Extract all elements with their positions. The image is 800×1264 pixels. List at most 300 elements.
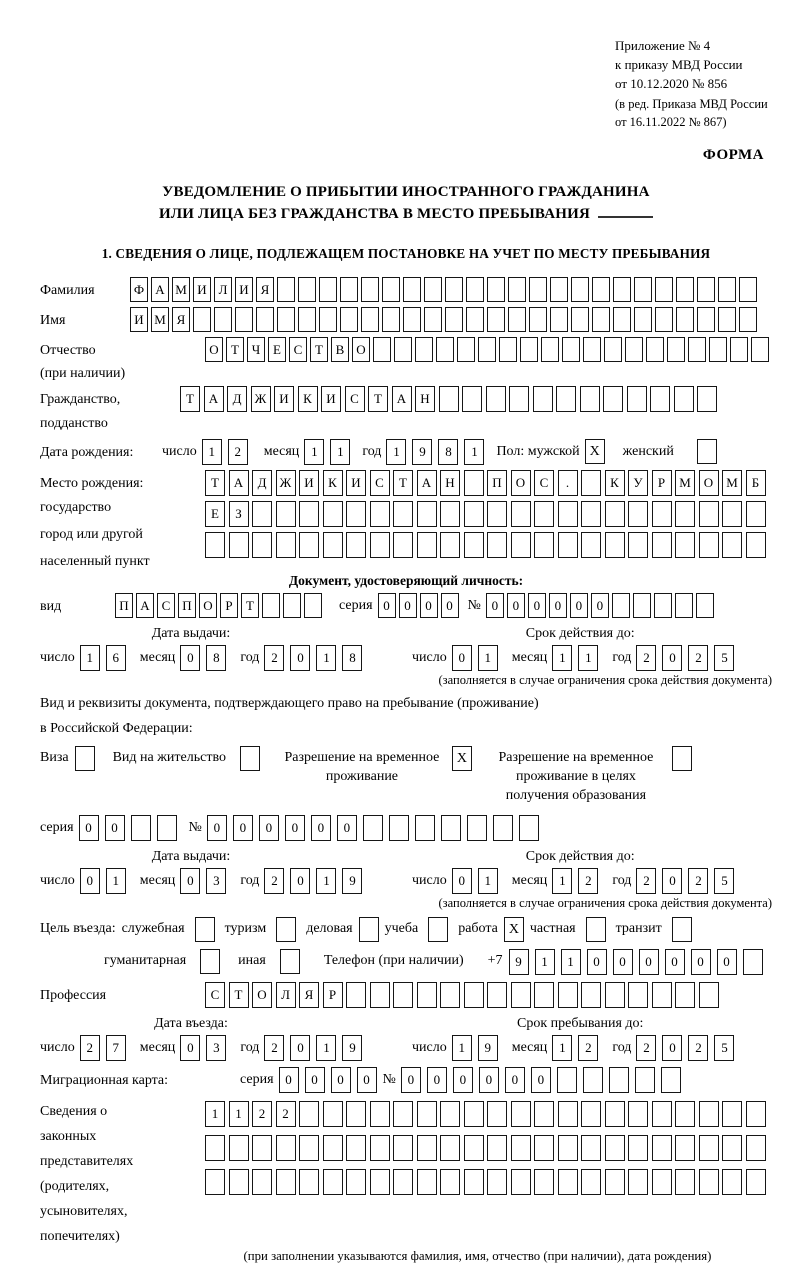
char-cell[interactable]: [628, 982, 648, 1008]
char-cell[interactable]: [612, 593, 630, 618]
char-cell[interactable]: [393, 532, 413, 558]
char-cell[interactable]: 3: [206, 868, 226, 894]
char-cell[interactable]: [581, 1101, 601, 1127]
char-cell[interactable]: 2: [264, 1035, 284, 1061]
char-cell[interactable]: 2: [636, 868, 656, 894]
char-cell[interactable]: [445, 277, 463, 302]
char-cell[interactable]: 8: [438, 439, 458, 465]
char-cell[interactable]: [323, 501, 343, 527]
char-cell[interactable]: Р: [220, 593, 238, 618]
char-cell[interactable]: О: [352, 337, 370, 362]
char-cell[interactable]: М: [151, 307, 169, 332]
char-cell[interactable]: [299, 532, 319, 558]
char-cell[interactable]: [605, 1101, 625, 1127]
char-cell[interactable]: [628, 1101, 648, 1127]
char-cell[interactable]: Н: [415, 386, 435, 412]
char-cell[interactable]: [508, 307, 526, 332]
char-cell[interactable]: [340, 277, 358, 302]
char-cell[interactable]: [605, 1169, 625, 1195]
char-cell[interactable]: 0: [311, 815, 331, 841]
char-cell[interactable]: [722, 1135, 742, 1161]
char-cell[interactable]: 0: [662, 645, 682, 671]
char-cell[interactable]: [370, 982, 390, 1008]
char-cell[interactable]: [722, 1169, 742, 1195]
char-cell[interactable]: 0: [233, 815, 253, 841]
char-cell[interactable]: [583, 337, 601, 362]
char-cell[interactable]: [550, 277, 568, 302]
char-cell[interactable]: О: [511, 470, 531, 496]
char-cell[interactable]: [466, 307, 484, 332]
char-cell[interactable]: 0: [639, 949, 659, 975]
char-cell[interactable]: П: [178, 593, 196, 618]
char-cell[interactable]: [157, 815, 177, 841]
char-cell[interactable]: [581, 470, 601, 496]
char-cell[interactable]: 0: [285, 815, 305, 841]
char-cell[interactable]: [652, 1135, 672, 1161]
char-cell[interactable]: [457, 337, 475, 362]
char-cell[interactable]: [529, 277, 547, 302]
char-cell[interactable]: [534, 1101, 554, 1127]
char-cell[interactable]: И: [130, 307, 148, 332]
char-cell[interactable]: 0: [507, 593, 525, 618]
char-cell[interactable]: 0: [105, 815, 125, 841]
char-cell[interactable]: 1: [205, 1101, 225, 1127]
char-cell[interactable]: [562, 337, 580, 362]
char-cell[interactable]: [605, 982, 625, 1008]
char-cell[interactable]: К: [605, 470, 625, 496]
char-cell[interactable]: Т: [393, 470, 413, 496]
char-cell[interactable]: У: [628, 470, 648, 496]
char-cell[interactable]: [487, 1101, 507, 1127]
char-cell[interactable]: [229, 1135, 249, 1161]
char-cell[interactable]: 0: [452, 868, 472, 894]
char-cell[interactable]: 2: [636, 645, 656, 671]
char-cell[interactable]: [699, 501, 719, 527]
char-cell[interactable]: [323, 1101, 343, 1127]
char-cell[interactable]: 1: [316, 868, 336, 894]
char-cell[interactable]: 8: [342, 645, 362, 671]
char-cell[interactable]: [464, 1169, 484, 1195]
char-cell[interactable]: [298, 307, 316, 332]
char-cell[interactable]: И: [235, 277, 253, 302]
char-cell[interactable]: [440, 532, 460, 558]
char-cell[interactable]: [529, 307, 547, 332]
char-cell[interactable]: 0: [401, 1067, 421, 1093]
char-cell[interactable]: [699, 982, 719, 1008]
char-cell[interactable]: 1: [330, 439, 350, 465]
char-cell[interactable]: [440, 1135, 460, 1161]
char-cell[interactable]: О: [199, 593, 217, 618]
char-cell[interactable]: [654, 593, 672, 618]
char-cell[interactable]: [415, 337, 433, 362]
char-cell[interactable]: 0: [587, 949, 607, 975]
char-cell[interactable]: [464, 1101, 484, 1127]
char-cell[interactable]: [370, 501, 390, 527]
female-checkbox[interactable]: [697, 439, 717, 464]
purpose-business-checkbox[interactable]: [359, 917, 379, 942]
char-cell[interactable]: [440, 501, 460, 527]
char-cell[interactable]: 9: [478, 1035, 498, 1061]
char-cell[interactable]: [646, 337, 664, 362]
char-cell[interactable]: [417, 1135, 437, 1161]
char-cell[interactable]: [417, 982, 437, 1008]
char-cell[interactable]: 3: [206, 1035, 226, 1061]
male-checkbox[interactable]: X: [585, 439, 605, 464]
char-cell[interactable]: [417, 532, 437, 558]
char-cell[interactable]: [487, 1135, 507, 1161]
char-cell[interactable]: [394, 337, 412, 362]
char-cell[interactable]: [718, 307, 736, 332]
char-cell[interactable]: Т: [180, 386, 200, 412]
char-cell[interactable]: Т: [205, 470, 225, 496]
char-cell[interactable]: [583, 1067, 603, 1093]
char-cell[interactable]: [652, 532, 672, 558]
char-cell[interactable]: 1: [478, 868, 498, 894]
char-cell[interactable]: [464, 501, 484, 527]
char-cell[interactable]: 0: [691, 949, 711, 975]
char-cell[interactable]: [393, 1169, 413, 1195]
residence-permit-checkbox[interactable]: [240, 746, 260, 771]
char-cell[interactable]: [229, 1169, 249, 1195]
char-cell[interactable]: [466, 277, 484, 302]
char-cell[interactable]: Д: [252, 470, 272, 496]
char-cell[interactable]: 1: [578, 645, 598, 671]
char-cell[interactable]: [581, 501, 601, 527]
char-cell[interactable]: 5: [714, 868, 734, 894]
char-cell[interactable]: [730, 337, 748, 362]
char-cell[interactable]: 0: [290, 1035, 310, 1061]
char-cell[interactable]: К: [323, 470, 343, 496]
char-cell[interactable]: 9: [509, 949, 529, 975]
char-cell[interactable]: [633, 593, 651, 618]
char-cell[interactable]: Т: [226, 337, 244, 362]
char-cell[interactable]: [499, 337, 517, 362]
char-cell[interactable]: [382, 307, 400, 332]
char-cell[interactable]: [722, 501, 742, 527]
char-cell[interactable]: 0: [180, 645, 200, 671]
char-cell[interactable]: [571, 307, 589, 332]
char-cell[interactable]: [609, 1067, 629, 1093]
char-cell[interactable]: [746, 1101, 766, 1127]
char-cell[interactable]: [441, 815, 461, 841]
char-cell[interactable]: 0: [479, 1067, 499, 1093]
char-cell[interactable]: [299, 1101, 319, 1127]
char-cell[interactable]: [361, 307, 379, 332]
char-cell[interactable]: [283, 593, 301, 618]
char-cell[interactable]: О: [205, 337, 223, 362]
char-cell[interactable]: [276, 501, 296, 527]
char-cell[interactable]: [722, 1101, 742, 1127]
char-cell[interactable]: 0: [662, 1035, 682, 1061]
char-cell[interactable]: [256, 307, 274, 332]
char-cell[interactable]: 1: [464, 439, 484, 465]
char-cell[interactable]: [462, 386, 482, 412]
char-cell[interactable]: [193, 307, 211, 332]
char-cell[interactable]: Е: [268, 337, 286, 362]
char-cell[interactable]: [131, 815, 151, 841]
char-cell[interactable]: 1: [229, 1101, 249, 1127]
visa-checkbox[interactable]: [75, 746, 95, 771]
char-cell[interactable]: [558, 1101, 578, 1127]
char-cell[interactable]: [487, 501, 507, 527]
char-cell[interactable]: 5: [714, 1035, 734, 1061]
char-cell[interactable]: Б: [746, 470, 766, 496]
char-cell[interactable]: [558, 532, 578, 558]
char-cell[interactable]: [697, 307, 715, 332]
char-cell[interactable]: [558, 1169, 578, 1195]
char-cell[interactable]: З: [229, 501, 249, 527]
char-cell[interactable]: Л: [276, 982, 296, 1008]
purpose-official-checkbox[interactable]: [195, 917, 215, 942]
char-cell[interactable]: [403, 277, 421, 302]
char-cell[interactable]: [628, 501, 648, 527]
char-cell[interactable]: [655, 277, 673, 302]
char-cell[interactable]: М: [675, 470, 695, 496]
char-cell[interactable]: [319, 277, 337, 302]
char-cell[interactable]: [699, 532, 719, 558]
char-cell[interactable]: И: [321, 386, 341, 412]
char-cell[interactable]: 0: [79, 815, 99, 841]
char-cell[interactable]: [319, 307, 337, 332]
char-cell[interactable]: [511, 532, 531, 558]
char-cell[interactable]: Ж: [276, 470, 296, 496]
char-cell[interactable]: [534, 532, 554, 558]
char-cell[interactable]: [534, 501, 554, 527]
char-cell[interactable]: [605, 501, 625, 527]
char-cell[interactable]: Е: [205, 501, 225, 527]
char-cell[interactable]: 2: [264, 645, 284, 671]
char-cell[interactable]: [417, 1101, 437, 1127]
char-cell[interactable]: Р: [652, 470, 672, 496]
char-cell[interactable]: [487, 982, 507, 1008]
char-cell[interactable]: [464, 532, 484, 558]
char-cell[interactable]: [751, 337, 769, 362]
char-cell[interactable]: [276, 1135, 296, 1161]
char-cell[interactable]: 5: [714, 645, 734, 671]
char-cell[interactable]: [652, 982, 672, 1008]
char-cell[interactable]: [655, 307, 673, 332]
char-cell[interactable]: [205, 1169, 225, 1195]
char-cell[interactable]: [628, 532, 648, 558]
char-cell[interactable]: [675, 501, 695, 527]
char-cell[interactable]: [440, 1101, 460, 1127]
char-cell[interactable]: А: [204, 386, 224, 412]
char-cell[interactable]: 0: [549, 593, 567, 618]
char-cell[interactable]: [511, 501, 531, 527]
char-cell[interactable]: 0: [305, 1067, 325, 1093]
char-cell[interactable]: Я: [256, 277, 274, 302]
char-cell[interactable]: 0: [378, 593, 396, 618]
char-cell[interactable]: 1: [316, 645, 336, 671]
char-cell[interactable]: [557, 1067, 577, 1093]
char-cell[interactable]: [346, 1135, 366, 1161]
char-cell[interactable]: [603, 386, 623, 412]
char-cell[interactable]: [739, 307, 757, 332]
char-cell[interactable]: [277, 277, 295, 302]
char-cell[interactable]: [697, 277, 715, 302]
char-cell[interactable]: [511, 982, 531, 1008]
char-cell[interactable]: [605, 532, 625, 558]
char-cell[interactable]: [675, 532, 695, 558]
char-cell[interactable]: [652, 1101, 672, 1127]
char-cell[interactable]: [252, 501, 272, 527]
char-cell[interactable]: [508, 277, 526, 302]
char-cell[interactable]: [464, 1135, 484, 1161]
char-cell[interactable]: И: [274, 386, 294, 412]
char-cell[interactable]: 9: [342, 1035, 362, 1061]
char-cell[interactable]: 0: [591, 593, 609, 618]
char-cell[interactable]: [613, 307, 631, 332]
char-cell[interactable]: Т: [229, 982, 249, 1008]
char-cell[interactable]: 0: [337, 815, 357, 841]
char-cell[interactable]: А: [136, 593, 154, 618]
char-cell[interactable]: [464, 470, 484, 496]
char-cell[interactable]: [509, 386, 529, 412]
char-cell[interactable]: [627, 386, 647, 412]
char-cell[interactable]: [382, 277, 400, 302]
char-cell[interactable]: [581, 532, 601, 558]
char-cell[interactable]: [299, 1169, 319, 1195]
char-cell[interactable]: [252, 532, 272, 558]
char-cell[interactable]: [592, 307, 610, 332]
char-cell[interactable]: П: [487, 470, 507, 496]
char-cell[interactable]: С: [157, 593, 175, 618]
char-cell[interactable]: [558, 982, 578, 1008]
char-cell[interactable]: [346, 501, 366, 527]
char-cell[interactable]: [652, 1169, 672, 1195]
char-cell[interactable]: [415, 815, 435, 841]
char-cell[interactable]: [493, 815, 513, 841]
char-cell[interactable]: [675, 593, 693, 618]
char-cell[interactable]: [363, 815, 383, 841]
char-cell[interactable]: [625, 337, 643, 362]
char-cell[interactable]: [699, 1101, 719, 1127]
char-cell[interactable]: [440, 1169, 460, 1195]
char-cell[interactable]: [661, 1067, 681, 1093]
char-cell[interactable]: [370, 1169, 390, 1195]
char-cell[interactable]: 0: [441, 593, 459, 618]
char-cell[interactable]: 1: [478, 645, 498, 671]
char-cell[interactable]: 0: [662, 868, 682, 894]
char-cell[interactable]: [370, 1101, 390, 1127]
char-cell[interactable]: 2: [688, 1035, 708, 1061]
char-cell[interactable]: [478, 337, 496, 362]
char-cell[interactable]: [652, 501, 672, 527]
char-cell[interactable]: [214, 307, 232, 332]
char-cell[interactable]: [277, 307, 295, 332]
char-cell[interactable]: Я: [172, 307, 190, 332]
char-cell[interactable]: 2: [636, 1035, 656, 1061]
char-cell[interactable]: И: [193, 277, 211, 302]
char-cell[interactable]: [699, 1169, 719, 1195]
char-cell[interactable]: [439, 386, 459, 412]
char-cell[interactable]: 0: [420, 593, 438, 618]
char-cell[interactable]: 1: [80, 645, 100, 671]
char-cell[interactable]: [746, 532, 766, 558]
char-cell[interactable]: [674, 386, 694, 412]
char-cell[interactable]: 2: [578, 1035, 598, 1061]
char-cell[interactable]: [373, 337, 391, 362]
char-cell[interactable]: 1: [386, 439, 406, 465]
char-cell[interactable]: 0: [399, 593, 417, 618]
char-cell[interactable]: [252, 1135, 272, 1161]
char-cell[interactable]: 0: [180, 868, 200, 894]
char-cell[interactable]: [534, 1169, 554, 1195]
char-cell[interactable]: [581, 1135, 601, 1161]
char-cell[interactable]: 0: [531, 1067, 551, 1093]
char-cell[interactable]: 1: [304, 439, 324, 465]
char-cell[interactable]: .: [558, 470, 578, 496]
char-cell[interactable]: [718, 277, 736, 302]
char-cell[interactable]: [605, 1135, 625, 1161]
char-cell[interactable]: [299, 1135, 319, 1161]
char-cell[interactable]: [571, 277, 589, 302]
char-cell[interactable]: [323, 1135, 343, 1161]
char-cell[interactable]: 0: [613, 949, 633, 975]
char-cell[interactable]: [676, 307, 694, 332]
char-cell[interactable]: Ф: [130, 277, 148, 302]
char-cell[interactable]: О: [252, 982, 272, 1008]
char-cell[interactable]: [487, 277, 505, 302]
char-cell[interactable]: 0: [665, 949, 685, 975]
char-cell[interactable]: [370, 532, 390, 558]
char-cell[interactable]: Н: [440, 470, 460, 496]
char-cell[interactable]: [675, 982, 695, 1008]
char-cell[interactable]: [299, 501, 319, 527]
char-cell[interactable]: И: [299, 470, 319, 496]
char-cell[interactable]: [486, 386, 506, 412]
char-cell[interactable]: [709, 337, 727, 362]
char-cell[interactable]: [424, 277, 442, 302]
char-cell[interactable]: Т: [368, 386, 388, 412]
char-cell[interactable]: О: [699, 470, 719, 496]
char-cell[interactable]: 1: [552, 645, 572, 671]
char-cell[interactable]: С: [370, 470, 390, 496]
temporary-residence-education-checkbox[interactable]: [672, 746, 692, 771]
char-cell[interactable]: А: [151, 277, 169, 302]
char-cell[interactable]: [298, 277, 316, 302]
char-cell[interactable]: [667, 337, 685, 362]
char-cell[interactable]: 0: [290, 645, 310, 671]
char-cell[interactable]: [323, 532, 343, 558]
char-cell[interactable]: [417, 1169, 437, 1195]
char-cell[interactable]: [467, 815, 487, 841]
char-cell[interactable]: 2: [276, 1101, 296, 1127]
char-cell[interactable]: К: [298, 386, 318, 412]
char-cell[interactable]: [276, 532, 296, 558]
char-cell[interactable]: 1: [202, 439, 222, 465]
char-cell[interactable]: 0: [180, 1035, 200, 1061]
char-cell[interactable]: [746, 1169, 766, 1195]
char-cell[interactable]: 2: [264, 868, 284, 894]
char-cell[interactable]: [487, 532, 507, 558]
char-cell[interactable]: 2: [228, 439, 248, 465]
char-cell[interactable]: 0: [427, 1067, 447, 1093]
char-cell[interactable]: [511, 1101, 531, 1127]
char-cell[interactable]: Л: [214, 277, 232, 302]
char-cell[interactable]: [389, 815, 409, 841]
char-cell[interactable]: 1: [552, 1035, 572, 1061]
char-cell[interactable]: 0: [717, 949, 737, 975]
char-cell[interactable]: [393, 501, 413, 527]
char-cell[interactable]: [393, 982, 413, 1008]
char-cell[interactable]: [276, 1169, 296, 1195]
char-cell[interactable]: [511, 1169, 531, 1195]
char-cell[interactable]: [534, 982, 554, 1008]
char-cell[interactable]: А: [229, 470, 249, 496]
char-cell[interactable]: [746, 1135, 766, 1161]
char-cell[interactable]: П: [115, 593, 133, 618]
